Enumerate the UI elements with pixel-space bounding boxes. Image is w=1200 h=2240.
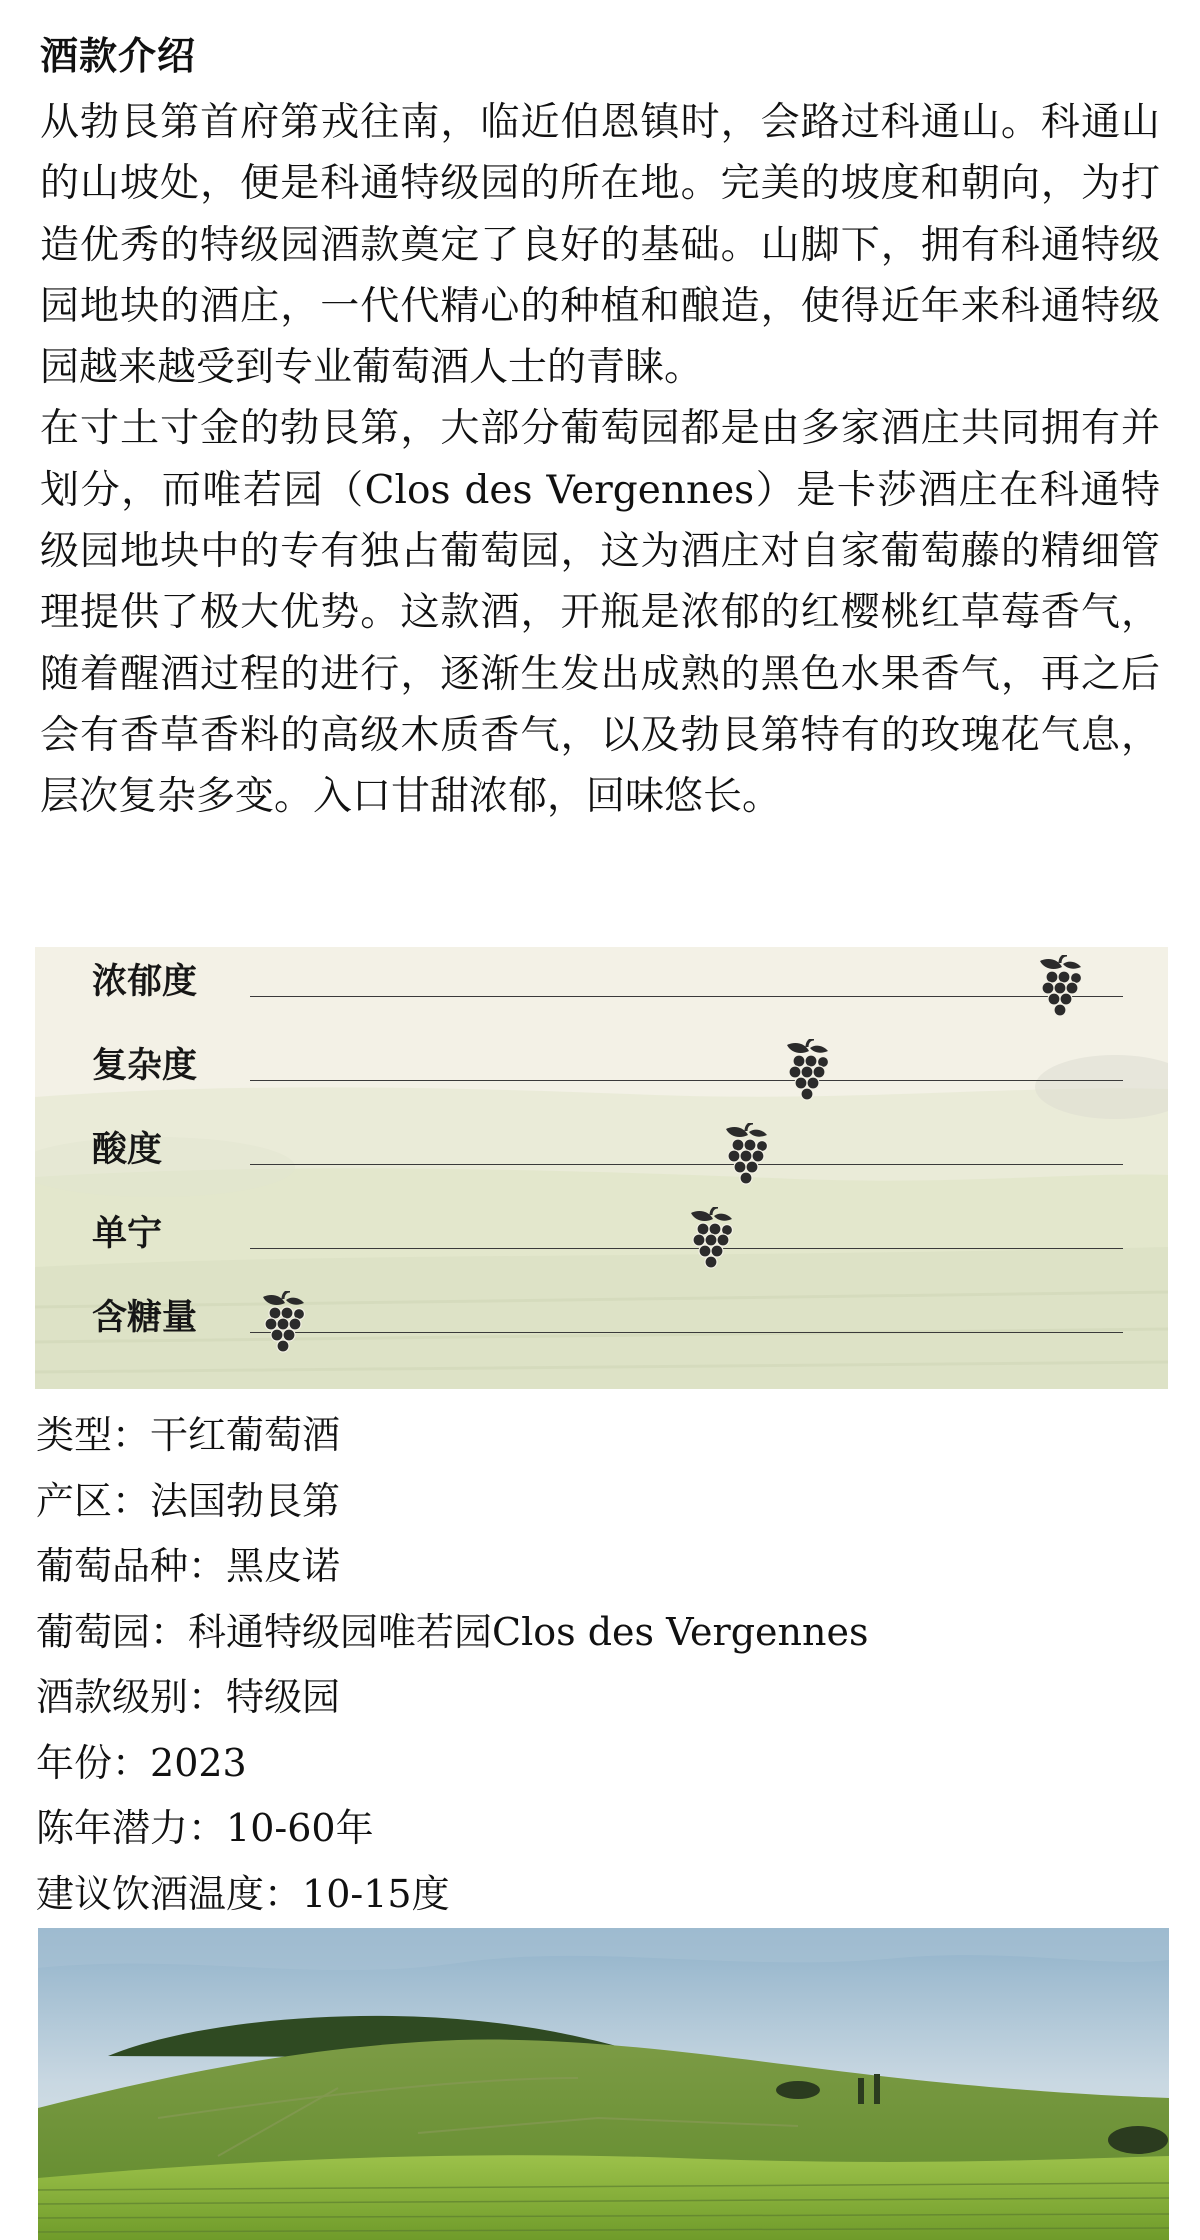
spec-value: 2023 <box>150 1740 247 1785</box>
taste-row <box>35 1031 1168 1101</box>
spec-value: 10-15度 <box>302 1871 450 1916</box>
spec-key: 类型： <box>36 1413 151 1457</box>
spec-key: 产区： <box>36 1478 151 1523</box>
spec-key: 酒款级别： <box>36 1675 227 1719</box>
spec-key: 建议饮酒温度： <box>36 1871 303 1916</box>
taste-row <box>35 1199 1168 1269</box>
spec-item <box>36 1534 1156 1600</box>
spec-item <box>36 1862 1156 1928</box>
spec-value: 10-60年 <box>226 1806 374 1850</box>
vineyard-photo <box>38 1928 1169 2240</box>
taste-row <box>35 1283 1168 1353</box>
spec-value: 特级园 <box>226 1675 341 1719</box>
spec-item <box>36 1665 1156 1731</box>
spec-key: 葡萄园： <box>36 1609 189 1654</box>
taste-label: 单宁 <box>92 1213 163 1254</box>
taste-scale-line <box>250 1332 1123 1333</box>
grape-icon <box>687 1207 735 1271</box>
taste-scale-line <box>250 996 1123 997</box>
grape-icon <box>259 1291 307 1355</box>
taste-scale-line <box>250 1164 1123 1165</box>
taste-label: 浓郁度 <box>92 961 198 1002</box>
spec-value: 法国勃艮第 <box>150 1478 341 1523</box>
taste-scale-line <box>250 1080 1123 1081</box>
taste-label: 含糖量 <box>92 1297 198 1338</box>
spec-item <box>36 1403 1156 1469</box>
taste-row <box>35 947 1168 1017</box>
spec-list <box>36 1403 1156 1927</box>
taste-row <box>35 1115 1168 1185</box>
grape-icon <box>783 1039 831 1103</box>
spec-value: 干红葡萄酒 <box>150 1413 341 1457</box>
spec-value: 科通特级园唯若园Clos des Vergennes <box>188 1609 869 1654</box>
spec-item <box>36 1731 1156 1797</box>
spec-key: 年份： <box>36 1740 151 1785</box>
wine-intro <box>40 92 1160 828</box>
taste-profile-panel <box>35 947 1168 1389</box>
spec-item <box>36 1600 1156 1666</box>
grape-icon <box>1036 955 1084 1019</box>
taste-label: 酸度 <box>92 1129 163 1170</box>
taste-label: 复杂度 <box>92 1045 198 1086</box>
spec-key: 葡萄品种： <box>36 1544 227 1588</box>
spec-item <box>36 1796 1156 1862</box>
intro-paragraph: 在寸土寸金的勃艮第，大部分葡萄园都是由多家酒庄共同拥有并划分，而唯若园（Clos des Vergennes）是卡莎酒庄在科通特级园地块中的专有独占葡萄园，这为酒庄对自家葡萄藤的精细管理提供了极大优势。这款酒，开瓶是浓郁的红樱桃红草莓香气，随着醒酒过程的进行，逐渐生发出成熟的黑色水果香气，再之后会有香草香料的高级木质香气，以及勃艮第特有的玫瑰花气息，层次复杂多变。入口甘甜浓郁，回味悠长。 <box>40 406 1160 820</box>
spec-value: 黑皮诺 <box>226 1544 341 1588</box>
spec-item <box>36 1469 1156 1535</box>
grape-icon <box>722 1123 770 1187</box>
spec-key: 陈年潜力： <box>36 1806 227 1850</box>
section-title: 酒款介绍 <box>40 33 197 78</box>
intro-paragraph: 从勃艮第首府第戎往南，临近伯恩镇时，会路过科通山。科通山的山坡处，便是科通特级园的所在地。完美的坡度和朝向，为打造优秀的特级园酒款奠定了良好的基础。山脚下，拥有科通特级园地块的酒庄，一代代精心的种植和酿造，使得近年来科通特级园越来越受到专业葡萄酒人士的青睐。 <box>40 100 1160 391</box>
